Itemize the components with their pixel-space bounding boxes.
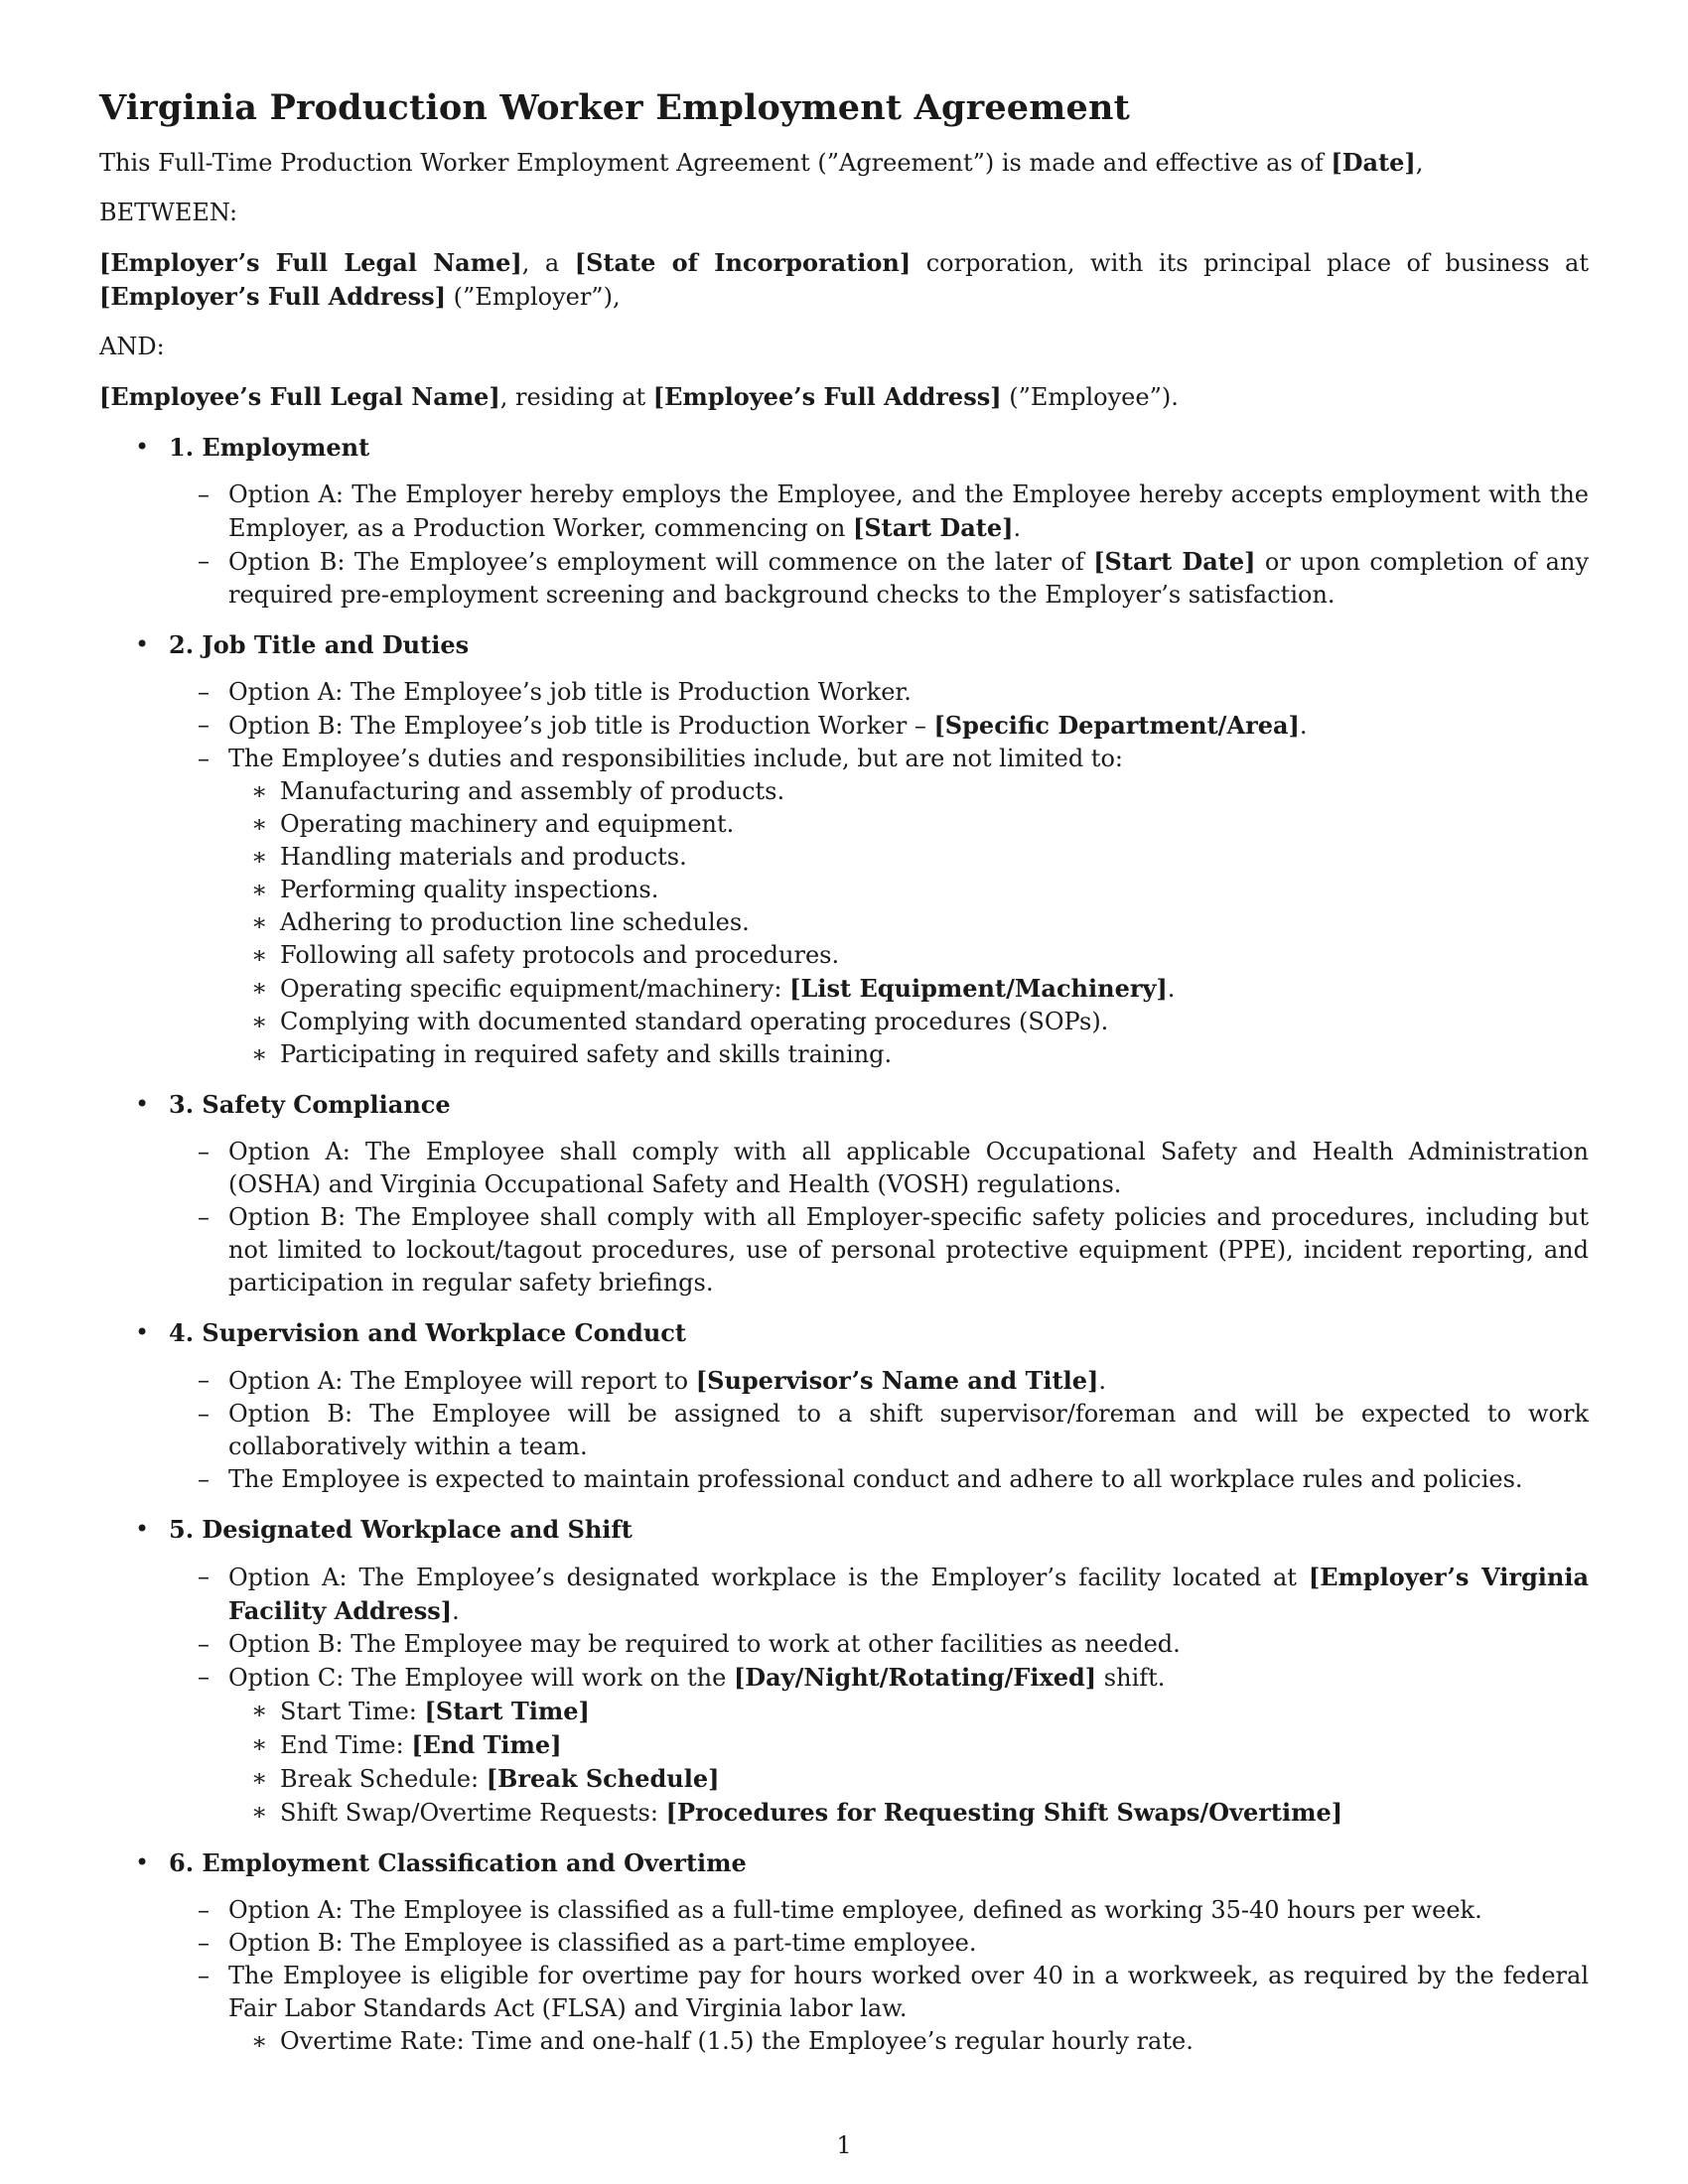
section-list [99,431,1589,2058]
placeholder-text: [Break Schedule] [486,1764,720,1793]
option-item [169,676,1589,709]
dash-icon: – [198,1630,210,1658]
sub-item [169,1796,1589,1830]
body-text: . [1013,514,1022,542]
asterisk-icon: ∗ [251,1798,268,1826]
body-text: Manufacturing and assembly of products. [280,777,785,805]
asterisk-icon: ∗ [251,941,268,969]
body-text: Handling materials and products. [280,843,687,871]
bullet-icon: • [135,433,150,461]
page-number: 1 [836,2131,852,2159]
dash-icon: – [198,1929,210,1957]
dash-icon: – [198,1896,210,1924]
placeholder-text: [Start Time] [424,1697,590,1725]
body-text: Following all safety protocols and procedures. [280,941,840,969]
dash-icon: – [198,480,210,508]
asterisk-icon: ∗ [251,1730,268,1758]
section-item [99,1088,1589,1299]
body-text: The Employee is expected to maintain professional conduct and adhere to all workplace rules and policies. [228,1465,1523,1493]
asterisk-icon: ∗ [251,777,268,805]
placeholder-text: [Start Date] [852,513,1014,542]
body-text: Option C: The Employee will work on the [228,1664,734,1692]
body-text: Option B: The Employee’s employment will commence on the later of [228,548,1094,576]
employee-name-placeholder: [Employee’s Full Legal Name] [99,382,500,411]
section-title: 2. Job Title and Duties [169,630,470,659]
dash-icon: – [198,745,210,772]
body-text: Option B: The Employee shall comply with all Employer-specific safety policies and procedures, including but not limited to lockout/tagout procedures, use of personal protective equipment (PPE), incident reporting, and participation in regular safety briefings. [228,1203,1589,1297]
body-text: Option B: The Employee’s job title is Production Worker – [228,712,934,740]
asterisk-icon: ∗ [251,1697,268,1724]
sub-list [169,1695,1589,1830]
body-text: . [1167,975,1176,1003]
sub-item [169,841,1589,874]
body-text: Option A: The Employer hereby employs the Employee, and the Employee hereby accepts employment with the Employer, as a Production Worker, commencing on [228,480,1589,542]
intro-text: This Full-Time Production Worker Employment Agreement (”Agreement”) is made and effective as of [99,149,1332,177]
body-text: The Employee is eligible for overtime pay for hours worked over 40 in a workweek, as required by the federal Fair Labor Standards Act (FLSA) and Virginia labor law. [228,1962,1589,2022]
option-item [169,1364,1589,1398]
sub-item [169,1695,1589,1728]
section-title: 1. Employment [169,433,370,462]
sub-item [169,1728,1589,1762]
asterisk-icon: ∗ [251,810,268,838]
option-item [169,709,1589,743]
dash-icon: – [198,1203,210,1231]
option-list [169,478,1589,612]
body-text: Option A: The Employee’s designated workplace is the Employer’s facility located at [228,1564,1309,1591]
body-text: Option B: The Employee will be assigned to a shift supervisor/foreman and will be expected to work collaboratively within a team. [228,1400,1589,1460]
option-list [169,1136,1589,1299]
body-text: Option A: The Employee’s job title is Production Worker. [228,678,912,706]
sub-item [169,1006,1589,1038]
option-item [169,743,1589,1071]
option-list [169,1894,1589,2058]
body-text: Performing quality inspections. [280,876,659,903]
body-text: Operating specific equipment/machinery: [280,975,790,1003]
dash-icon: – [198,678,210,706]
body-text: Start Time: [280,1698,425,1725]
employer-text: , a [521,249,575,277]
option-item [169,1561,1589,1628]
state-placeholder: [State of Incorporation] [574,248,912,277]
between-label: BETWEEN: [99,199,238,226]
asterisk-icon: ∗ [251,876,268,903]
sub-item [169,1038,1589,1071]
sub-item [169,939,1589,972]
asterisk-icon: ∗ [251,1008,268,1035]
body-text: Operating machinery and equipment. [280,810,735,838]
option-item [169,545,1589,612]
option-list [169,1364,1589,1496]
body-text: Participating in required safety and skills training. [280,1040,893,1068]
asterisk-icon: ∗ [251,974,268,1002]
dash-icon: – [198,1138,210,1165]
dash-icon: – [198,1962,210,1989]
bullet-icon: • [135,1848,150,1876]
bullet-icon: • [135,1090,150,1118]
placeholder-text: [List Equipment/Machinery] [789,974,1168,1003]
and-label: AND: [99,333,165,360]
document-title: Virginia Production Worker Employment Agreement [99,87,1130,128]
employee-address-placeholder: [Employee’s Full Address] [652,382,1002,411]
body-text: Adhering to production line schedules. [280,908,750,936]
dash-icon: – [198,1465,210,1493]
body-text: Option A: The Employee will report to [228,1367,696,1395]
body-text: End Time: [280,1731,412,1759]
section-title: 6. Employment Classification and Overtime [169,1848,747,1877]
body-text: or upon completion of any required pre-employment screening and background checks to the Employer’s satisfaction. [228,548,1590,609]
option-item [169,1463,1589,1496]
employee-text: , residing at [499,383,653,411]
dash-icon: – [198,1563,210,1590]
option-list [169,1561,1589,1830]
body-text: Option B: The Employee may be required to work at other facilities as needed. [228,1630,1181,1658]
sub-item [169,2025,1589,2058]
asterisk-icon: ∗ [251,1764,268,1792]
section-item [99,1513,1589,1830]
employer-text: corporation, with its principal place of business at [911,249,1589,277]
dash-icon: – [198,1366,210,1394]
body-text: Option A: The Employee is classified as a full-time employee, defined as working 35-40 hours per week. [228,1896,1482,1924]
placeholder-text: [Procedures for Requesting Shift Swaps/Overtime] [665,1798,1343,1827]
body-text: . [1299,712,1308,740]
asterisk-icon: ∗ [251,1040,268,1068]
asterisk-icon: ∗ [251,843,268,871]
body-text: Overtime Rate: Time and one-half (1.5) the Employee’s regular hourly rate. [280,2027,1194,2055]
sub-list [169,775,1589,1071]
placeholder-text: [Start Date] [1093,547,1256,576]
sub-item [169,775,1589,808]
placeholder-text: [Supervisor’s Name and Title] [695,1366,1099,1395]
date-placeholder: [Date] [1331,148,1416,177]
sub-item [169,1762,1589,1796]
section-title: 4. Supervision and Workplace Conduct [169,1318,686,1347]
section-title: 3. Safety Compliance [169,1090,451,1119]
intro-text-end: , [1415,149,1424,177]
option-item [169,1201,1589,1299]
option-item [169,1960,1589,2058]
body-text: Complying with documented standard operating procedures (SOPs). [280,1008,1109,1035]
body-text: The Employee’s duties and responsibilities include, but are not limited to: [228,745,1123,772]
body-text: Break Schedule: [280,1765,487,1793]
placeholder-text: [Employer’s Virginia Facility Address] [228,1563,1589,1625]
asterisk-icon: ∗ [251,2027,268,2055]
employer-text: (”Employer”), [446,283,621,311]
bullet-icon: • [135,1515,150,1543]
sub-list [169,2025,1589,2058]
dash-icon: – [198,547,210,575]
employer-name-placeholder: [Employer’s Full Legal Name] [99,248,522,277]
sub-item [169,972,1589,1006]
asterisk-icon: ∗ [251,908,268,936]
option-item [169,1894,1589,1927]
placeholder-text: [Specific Department/Area] [933,711,1300,740]
employee-text: (”Employee”). [1001,383,1179,411]
dash-icon: – [198,1400,210,1428]
option-item [169,1927,1589,1960]
section-title: 5. Designated Workplace and Shift [169,1515,633,1544]
sub-item [169,874,1589,906]
dash-icon: – [198,711,210,739]
section-item [99,1846,1589,2058]
intro-paragraph [99,146,1589,180]
employer-address-placeholder: [Employer’s Full Address] [99,282,447,311]
section-item [99,431,1589,612]
bullet-icon: • [135,630,150,658]
section-item [99,628,1589,1071]
body-text: Shift Swap/Overtime Requests: [280,1799,666,1827]
employer-paragraph [99,246,1589,314]
body-text: . [452,1597,460,1625]
employee-paragraph [99,380,1589,414]
document-page [99,87,1589,2075]
body-text: Option B: The Employee is classified as a part-time employee. [228,1929,977,1957]
placeholder-text: [End Time] [411,1730,562,1759]
sub-item [169,808,1589,841]
option-item [169,1661,1589,1830]
option-item [169,1628,1589,1661]
option-item [169,1136,1589,1201]
sub-item [169,906,1589,939]
section-item [99,1316,1589,1496]
body-text: Option A: The Employee shall comply with all applicable Occupational Safety and Health Administration (OSHA) and Virginia Occupational Safety and Health (VOSH) regulations. [228,1138,1589,1198]
placeholder-text: [Day/Night/Rotating/Fixed] [733,1663,1097,1692]
bullet-icon: • [135,1318,150,1346]
option-list [169,676,1589,1071]
body-text: shift. [1096,1664,1166,1692]
option-item [169,1398,1589,1463]
body-text: . [1098,1367,1107,1395]
dash-icon: – [198,1663,210,1691]
option-item [169,478,1589,545]
